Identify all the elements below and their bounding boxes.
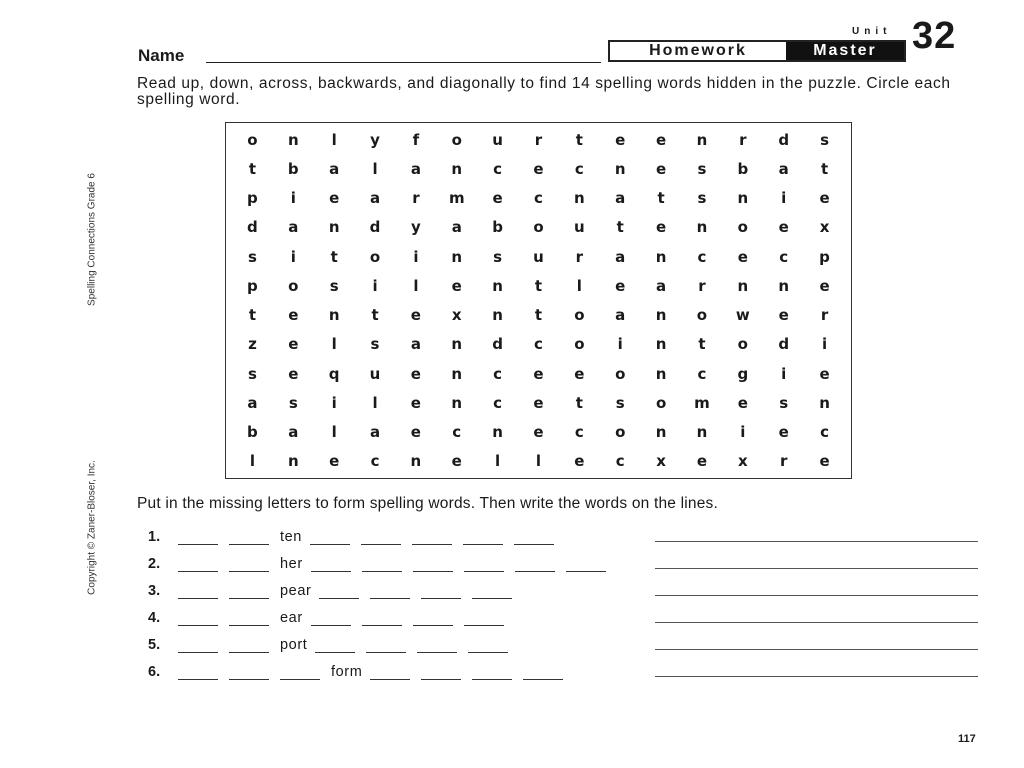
puzzle-letter[interactable]: t bbox=[534, 276, 543, 295]
page-number: 117 bbox=[958, 733, 976, 745]
letter-blank[interactable] bbox=[280, 667, 320, 680]
puzzle-letter[interactable]: r bbox=[698, 276, 706, 295]
puzzle-letter[interactable]: e bbox=[574, 452, 585, 471]
puzzle-letter[interactable]: t bbox=[330, 247, 338, 266]
puzzle-letter[interactable]: i bbox=[372, 276, 378, 295]
puzzle-letter[interactable]: s bbox=[493, 247, 503, 266]
answer-line[interactable] bbox=[655, 622, 978, 623]
puzzle-letter[interactable]: n bbox=[655, 306, 667, 325]
puzzle-letter[interactable]: t bbox=[575, 393, 583, 412]
puzzle-letter[interactable]: e bbox=[819, 364, 830, 383]
puzzle-letter[interactable]: e bbox=[410, 393, 421, 412]
puzzle-letter[interactable]: a bbox=[615, 189, 626, 208]
puzzle-letter[interactable]: z bbox=[248, 335, 257, 354]
puzzle-letter[interactable]: i bbox=[290, 189, 296, 208]
letter-blank[interactable] bbox=[361, 532, 401, 545]
puzzle-letter[interactable]: n bbox=[737, 276, 749, 295]
puzzle-letter[interactable]: o bbox=[615, 364, 626, 383]
fill-instructions: Put in the missing letters to form spelling words. Then write the words on the lines. bbox=[137, 495, 719, 512]
letter-blank[interactable] bbox=[421, 586, 461, 599]
letter-blank[interactable] bbox=[468, 640, 508, 653]
letter-blank[interactable] bbox=[229, 586, 269, 599]
puzzle-letter[interactable]: e bbox=[737, 393, 748, 412]
puzzle-letter[interactable]: n bbox=[778, 276, 790, 295]
puzzle-letter[interactable]: o bbox=[451, 130, 462, 149]
copyright-side-text: Copyright © Zaner-Bloser, Inc. bbox=[86, 460, 98, 595]
letter-blank[interactable] bbox=[413, 613, 453, 626]
puzzle-instructions: Read up, down, across, backwards, and diagonally to find 14 spelling words hidden in the puzzle. Circle each spelling word. bbox=[137, 75, 951, 108]
answer-line[interactable] bbox=[655, 595, 978, 596]
letter-blank[interactable] bbox=[362, 613, 402, 626]
exercise-row bbox=[148, 608, 515, 626]
puzzle-letter[interactable]: t bbox=[698, 335, 706, 354]
unit-label: Unit bbox=[852, 26, 892, 37]
puzzle-letter[interactable]: e bbox=[288, 306, 299, 325]
word-fragment: port bbox=[280, 637, 308, 653]
exercise-number: 6. bbox=[148, 664, 161, 680]
letter-blank[interactable] bbox=[310, 532, 350, 545]
exercise-row bbox=[148, 554, 617, 572]
puzzle-letter[interactable]: e bbox=[410, 423, 421, 442]
puzzle-letter[interactable]: s bbox=[697, 189, 707, 208]
puzzle-letter[interactable]: o bbox=[696, 306, 708, 325]
puzzle-letter[interactable]: a bbox=[288, 218, 299, 237]
puzzle-letter[interactable]: e bbox=[329, 189, 340, 208]
puzzle-letter[interactable]: i bbox=[413, 247, 419, 266]
exercise-row bbox=[148, 581, 523, 599]
letter-blank[interactable] bbox=[464, 613, 504, 626]
letter-blank[interactable] bbox=[315, 640, 355, 653]
puzzle-letter[interactable]: x bbox=[819, 218, 830, 237]
puzzle-letter[interactable]: c bbox=[493, 393, 503, 412]
puzzle-letter[interactable]: n bbox=[655, 364, 667, 383]
word-fragment: ear bbox=[280, 610, 303, 626]
puzzle-letter[interactable]: n bbox=[655, 247, 667, 266]
puzzle-letter[interactable]: a bbox=[369, 423, 381, 442]
puzzle-letter[interactable]: s bbox=[615, 393, 625, 412]
letter-blank[interactable] bbox=[463, 532, 503, 545]
puzzle-letter[interactable]: n bbox=[696, 130, 708, 149]
letter-blank[interactable] bbox=[229, 667, 269, 680]
puzzle-letter[interactable]: c bbox=[493, 364, 503, 383]
puzzle-letter[interactable]: o bbox=[737, 218, 748, 237]
puzzle-letter[interactable]: n bbox=[451, 335, 463, 354]
answer-line[interactable] bbox=[655, 568, 978, 569]
word-fragment: pear bbox=[280, 583, 312, 599]
puzzle-letter[interactable]: d bbox=[247, 218, 258, 237]
letter-blank[interactable] bbox=[362, 559, 402, 572]
puzzle-letter[interactable]: w bbox=[735, 306, 750, 325]
puzzle-letter[interactable]: e bbox=[288, 335, 299, 354]
puzzle-letter[interactable]: e bbox=[574, 364, 585, 383]
puzzle-letter[interactable]: d bbox=[492, 335, 503, 354]
puzzle-letter[interactable]: s bbox=[329, 276, 339, 295]
puzzle-letter[interactable]: n bbox=[819, 393, 830, 412]
puzzle-letter[interactable]: e bbox=[329, 452, 340, 471]
puzzle-letter[interactable]: l bbox=[535, 452, 542, 471]
puzzle-letter[interactable]: e bbox=[451, 276, 462, 295]
puzzle-letter[interactable]: n bbox=[655, 423, 667, 442]
puzzle-letter[interactable]: n bbox=[328, 306, 340, 325]
exercise-row bbox=[148, 527, 565, 545]
letter-blank[interactable] bbox=[178, 559, 218, 572]
letter-blank[interactable] bbox=[413, 559, 453, 572]
puzzle-letter[interactable]: n bbox=[574, 189, 585, 208]
puzzle-letter[interactable]: c bbox=[574, 423, 584, 442]
puzzle-letter[interactable]: e bbox=[778, 218, 789, 237]
puzzle-letter[interactable]: p bbox=[247, 276, 258, 295]
puzzle-letter[interactable]: n bbox=[696, 423, 708, 442]
puzzle-letter[interactable]: n bbox=[492, 423, 503, 442]
puzzle-letter[interactable]: t bbox=[616, 218, 624, 237]
puzzle-letter[interactable]: o bbox=[288, 276, 299, 295]
letter-blank[interactable] bbox=[229, 640, 269, 653]
puzzle-letter[interactable]: g bbox=[737, 364, 749, 383]
puzzle-letter[interactable]: n bbox=[328, 218, 340, 237]
puzzle-letter[interactable]: d bbox=[778, 335, 790, 354]
letter-blank[interactable] bbox=[464, 559, 504, 572]
puzzle-letter[interactable]: e bbox=[656, 159, 667, 178]
puzzle-letter[interactable]: e bbox=[410, 364, 421, 383]
puzzle-letter[interactable]: e bbox=[533, 393, 544, 412]
puzzle-letter[interactable]: l bbox=[249, 452, 255, 471]
puzzle-letter[interactable]: s bbox=[697, 159, 707, 178]
word-fragment: ten bbox=[280, 529, 302, 545]
puzzle-letter[interactable]: o bbox=[737, 335, 748, 354]
puzzle-letter[interactable]: n bbox=[655, 335, 667, 354]
puzzle-letter[interactable]: s bbox=[288, 393, 298, 412]
puzzle-letter[interactable]: i bbox=[331, 393, 337, 412]
letter-blank[interactable] bbox=[229, 613, 269, 626]
letter-blank[interactable] bbox=[515, 559, 555, 572]
puzzle-letter[interactable]: e bbox=[819, 189, 830, 208]
exercise-number: 3. bbox=[148, 583, 161, 599]
letter-blank[interactable] bbox=[319, 586, 359, 599]
puzzle-letter[interactable]: d bbox=[778, 130, 790, 149]
puzzle-letter[interactable]: a bbox=[369, 189, 381, 208]
puzzle-letter[interactable]: l bbox=[495, 452, 501, 471]
puzzle-letter[interactable]: a bbox=[615, 306, 626, 325]
puzzle-letter[interactable]: n bbox=[614, 159, 626, 178]
puzzle-letter[interactable]: s bbox=[779, 393, 789, 412]
letter-blank[interactable] bbox=[472, 586, 512, 599]
puzzle-letter[interactable]: e bbox=[819, 452, 830, 471]
puzzle-letter[interactable]: p bbox=[819, 247, 830, 266]
puzzle-letter[interactable]: l bbox=[413, 276, 419, 295]
puzzle-letter[interactable]: c bbox=[452, 423, 462, 442]
puzzle-letter[interactable]: s bbox=[247, 364, 257, 383]
puzzle-letter[interactable]: n bbox=[451, 247, 463, 266]
letter-blank[interactable] bbox=[178, 586, 218, 599]
puzzle-letter[interactable]: s bbox=[370, 335, 380, 354]
puzzle-letter[interactable]: r bbox=[412, 189, 420, 208]
puzzle-letter[interactable]: y bbox=[370, 130, 380, 149]
puzzle-letter[interactable]: c bbox=[534, 335, 543, 354]
puzzle-letter[interactable]: r bbox=[779, 452, 788, 471]
puzzle-letter[interactable]: o bbox=[655, 393, 667, 412]
letter-blank[interactable] bbox=[370, 586, 410, 599]
puzzle-letter[interactable]: a bbox=[410, 159, 421, 178]
puzzle-letter[interactable]: x bbox=[451, 306, 462, 325]
puzzle-letter[interactable]: b bbox=[287, 159, 299, 178]
puzzle-letter[interactable]: e bbox=[533, 423, 544, 442]
puzzle-letter[interactable]: u bbox=[369, 364, 381, 383]
puzzle-letter[interactable]: n bbox=[492, 306, 503, 325]
master-label: Master bbox=[786, 42, 904, 60]
letter-blank[interactable] bbox=[311, 559, 351, 572]
puzzle-letter[interactable]: m bbox=[448, 189, 465, 208]
puzzle-letter[interactable]: e bbox=[533, 159, 544, 178]
answer-line[interactable] bbox=[655, 676, 978, 677]
puzzle-letter[interactable]: t bbox=[248, 159, 257, 178]
puzzle-letter[interactable]: m bbox=[694, 393, 710, 412]
puzzle-letter[interactable]: i bbox=[781, 364, 787, 383]
puzzle-letter[interactable]: l bbox=[372, 393, 378, 412]
puzzle-letter[interactable]: t bbox=[248, 306, 257, 325]
letter-blank[interactable] bbox=[370, 667, 410, 680]
puzzle-letter[interactable]: n bbox=[737, 189, 749, 208]
puzzle-letter[interactable]: b bbox=[737, 159, 749, 178]
letter-blank[interactable] bbox=[178, 667, 218, 680]
puzzle-letter[interactable]: a bbox=[410, 335, 421, 354]
puzzle-letter[interactable]: u bbox=[533, 247, 544, 266]
letter-blank[interactable] bbox=[366, 640, 406, 653]
exercise-number: 1. bbox=[148, 529, 161, 545]
puzzle-letter[interactable]: e bbox=[656, 218, 667, 237]
puzzle-letter[interactable]: a bbox=[778, 159, 789, 178]
puzzle-letter[interactable]: n bbox=[287, 130, 299, 149]
word-search-grid bbox=[225, 122, 852, 479]
homework-label: Homework bbox=[610, 42, 786, 60]
letter-blank[interactable] bbox=[229, 559, 269, 572]
puzzle-letter[interactable]: r bbox=[739, 130, 747, 149]
letter-blank[interactable] bbox=[417, 640, 457, 653]
puzzle-letter[interactable]: t bbox=[820, 159, 829, 178]
puzzle-letter[interactable]: i bbox=[290, 247, 296, 266]
puzzle-letter[interactable]: i bbox=[617, 335, 623, 354]
puzzle-letter[interactable]: e bbox=[615, 130, 626, 149]
puzzle-letter[interactable]: o bbox=[615, 423, 626, 442]
puzzle-letter[interactable]: t bbox=[371, 306, 379, 325]
puzzle-letter[interactable]: c bbox=[534, 189, 543, 208]
puzzle-letter[interactable]: c bbox=[370, 452, 380, 471]
exercise-number: 5. bbox=[148, 637, 161, 653]
exercise-number: 4. bbox=[148, 610, 161, 626]
word-fragment: form bbox=[331, 664, 363, 680]
exercise-number: 2. bbox=[148, 556, 161, 572]
puzzle-letter[interactable]: o bbox=[369, 247, 381, 266]
puzzle-letter[interactable]: c bbox=[574, 159, 584, 178]
puzzle-letter[interactable]: t bbox=[657, 189, 665, 208]
puzzle-letter[interactable]: f bbox=[412, 130, 420, 149]
puzzle-letter[interactable]: r bbox=[534, 130, 543, 149]
unit-number: 32 bbox=[912, 15, 957, 57]
puzzle-letter[interactable]: e bbox=[737, 247, 748, 266]
puzzle-letter[interactable]: l bbox=[331, 130, 337, 149]
puzzle-letter[interactable]: i bbox=[781, 189, 787, 208]
puzzle-letter[interactable]: e bbox=[696, 452, 708, 471]
puzzle-letter[interactable]: t bbox=[534, 306, 543, 325]
puzzle-letter[interactable]: e bbox=[410, 306, 421, 325]
puzzle-letter[interactable]: e bbox=[492, 189, 503, 208]
puzzle-letter[interactable]: e bbox=[778, 423, 789, 442]
puzzle-letter[interactable]: d bbox=[369, 218, 381, 237]
puzzle-letter[interactable]: c bbox=[820, 423, 829, 442]
puzzle-letter[interactable]: x bbox=[656, 452, 666, 471]
puzzle-letter[interactable]: a bbox=[329, 159, 340, 178]
puzzle-letter[interactable]: c bbox=[493, 159, 503, 178]
name-field-line[interactable] bbox=[206, 62, 601, 63]
puzzle-letter[interactable]: r bbox=[820, 306, 829, 325]
puzzle-letter[interactable]: p bbox=[247, 189, 258, 208]
puzzle-letter[interactable]: e bbox=[451, 452, 462, 471]
puzzle-letter[interactable]: e bbox=[533, 364, 544, 383]
puzzle-letter[interactable]: u bbox=[492, 130, 503, 149]
puzzle-letter[interactable]: o bbox=[574, 335, 585, 354]
puzzle-letter[interactable]: u bbox=[574, 218, 585, 237]
puzzle-letter[interactable]: e bbox=[656, 130, 667, 149]
puzzle-letter[interactable]: y bbox=[411, 218, 421, 237]
puzzle-letter[interactable]: c bbox=[615, 452, 625, 471]
puzzle-letter[interactable]: o bbox=[247, 130, 258, 149]
homework-master-banner bbox=[608, 40, 906, 62]
letter-blank[interactable] bbox=[178, 532, 218, 545]
letter-blank[interactable] bbox=[311, 613, 351, 626]
puzzle-letter[interactable]: b bbox=[492, 218, 503, 237]
exercise-row bbox=[148, 635, 519, 653]
puzzle-letter[interactable]: e bbox=[615, 276, 626, 295]
puzzle-letter[interactable]: c bbox=[697, 247, 707, 266]
puzzle-letter[interactable]: n bbox=[451, 393, 463, 412]
puzzle-letter[interactable]: t bbox=[575, 130, 583, 149]
puzzle-letter[interactable]: c bbox=[779, 247, 789, 266]
puzzle-letter[interactable]: o bbox=[574, 306, 585, 325]
puzzle-letter[interactable]: r bbox=[575, 247, 584, 266]
puzzle-letter[interactable]: e bbox=[778, 306, 789, 325]
puzzle-letter[interactable]: s bbox=[247, 247, 257, 266]
puzzle-letter[interactable]: c bbox=[697, 364, 707, 383]
series-side-text: Spelling Connections Grade 6 bbox=[86, 173, 98, 306]
letter-blank[interactable] bbox=[229, 532, 269, 545]
puzzle-letter[interactable]: a bbox=[288, 423, 299, 442]
letter-blank[interactable] bbox=[412, 532, 452, 545]
answer-line[interactable] bbox=[655, 541, 978, 542]
puzzle-letter[interactable]: e bbox=[288, 364, 299, 383]
puzzle-letter[interactable]: a bbox=[656, 276, 667, 295]
name-label: Name bbox=[138, 46, 185, 65]
puzzle-letter[interactable]: x bbox=[737, 452, 748, 471]
puzzle-letter[interactable]: s bbox=[820, 130, 830, 149]
puzzle-letter[interactable]: n bbox=[696, 218, 708, 237]
letter-blank[interactable] bbox=[178, 613, 218, 626]
puzzle-letter[interactable]: o bbox=[533, 218, 544, 237]
puzzle-letter[interactable]: b bbox=[247, 423, 258, 442]
letter-blank[interactable] bbox=[421, 667, 461, 680]
puzzle-letter[interactable]: n bbox=[410, 452, 422, 471]
puzzle-letter[interactable]: n bbox=[287, 452, 299, 471]
puzzle-letter[interactable]: q bbox=[328, 364, 340, 383]
letter-blank[interactable] bbox=[514, 532, 554, 545]
puzzle-letter[interactable]: n bbox=[492, 276, 503, 295]
puzzle-letter[interactable]: e bbox=[819, 276, 830, 295]
letter-blank[interactable] bbox=[566, 559, 606, 572]
exercise-row bbox=[148, 662, 574, 680]
letter-blank[interactable] bbox=[472, 667, 512, 680]
puzzle-letter[interactable]: a bbox=[247, 393, 258, 412]
puzzle-letter[interactable]: l bbox=[331, 335, 337, 354]
puzzle-letter[interactable]: n bbox=[451, 159, 463, 178]
puzzle-letter[interactable]: a bbox=[615, 247, 626, 266]
letter-blank[interactable] bbox=[178, 640, 218, 653]
answer-line[interactable] bbox=[655, 649, 978, 650]
puzzle-letter[interactable]: l bbox=[372, 159, 378, 178]
word-fragment: her bbox=[280, 556, 303, 572]
letter-blank[interactable] bbox=[523, 667, 563, 680]
puzzle-letter[interactable]: i bbox=[740, 423, 746, 442]
puzzle-letter[interactable]: i bbox=[821, 335, 828, 354]
puzzle-letter[interactable]: n bbox=[451, 364, 463, 383]
puzzle-letter[interactable]: a bbox=[451, 218, 462, 237]
puzzle-letter[interactable]: l bbox=[331, 423, 337, 442]
puzzle-letter[interactable]: l bbox=[576, 276, 582, 295]
